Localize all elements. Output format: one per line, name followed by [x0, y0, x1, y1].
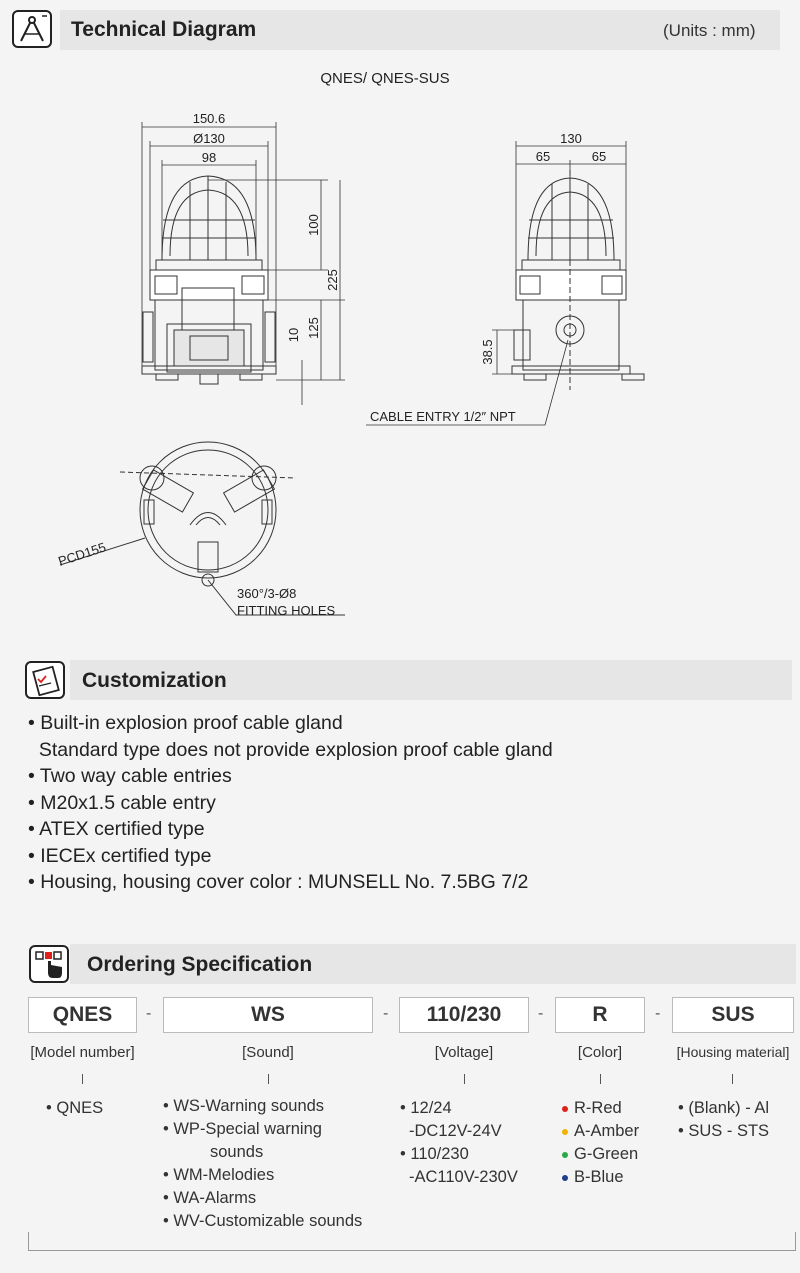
list-item: • M20x1.5 cable entry: [28, 791, 216, 814]
list-item: -AC110V-230V: [409, 1168, 518, 1186]
caption-color: [Color]: [577, 1044, 623, 1061]
holes-label-2: FITTING HOLES: [237, 603, 336, 618]
ordering-bottom-bracket: [28, 1232, 796, 1251]
dim-150-6: 150.6: [192, 111, 226, 126]
color-option-green: [562, 1143, 639, 1166]
list-item: • SUS - STS: [678, 1122, 770, 1140]
customization-title: Customization: [82, 669, 227, 692]
tick: [82, 1074, 83, 1084]
dim-dia-130: Ø130: [193, 131, 225, 146]
options-voltage: [400, 1097, 518, 1189]
tick: [464, 1074, 465, 1084]
list-item: • WM-Melodies: [163, 1166, 275, 1184]
green-dot-icon: [562, 1152, 568, 1158]
color-option-amber: [562, 1120, 639, 1143]
code-box-housing: SUS: [672, 997, 794, 1033]
pointer-hand-icon: [29, 945, 69, 983]
list-item: • WV-Customizable sounds: [163, 1212, 363, 1230]
list-item: • Housing, housing cover color : MUNSELL No. 7.5BG 7/2: [28, 871, 529, 893]
color-option-red: [562, 1097, 639, 1120]
dim-130: 130: [560, 131, 582, 146]
dim-98: 98: [201, 150, 217, 165]
list-item: • IECEx certified type: [28, 844, 212, 867]
options-model: [46, 1097, 103, 1120]
tick: [600, 1074, 601, 1084]
color-label: B-Blue: [574, 1168, 624, 1186]
technical-drawing: [0, 60, 800, 650]
technical-title: Technical Diagram: [71, 18, 257, 41]
color-label: R-Red: [574, 1099, 622, 1117]
bottom-view: [60, 442, 345, 615]
color-label: A-Amber: [574, 1122, 640, 1140]
list-item: Standard type does not provide explosion proof cable gland: [28, 738, 553, 761]
dim-225: 225: [325, 269, 340, 291]
red-dot-icon: [562, 1106, 568, 1112]
dim-100: 100: [306, 214, 321, 236]
caption-model: [Model number]: [30, 1044, 135, 1061]
list-item: sounds: [210, 1143, 264, 1161]
list-item: • WP-Special warning: [163, 1120, 322, 1138]
customization-list: [28, 710, 553, 896]
list-item: • QNES: [46, 1099, 104, 1117]
separator: -: [146, 1005, 152, 1022]
code-box-color: R: [555, 997, 645, 1033]
list-item: • 110/230: [400, 1145, 469, 1163]
options-housing: [678, 1097, 769, 1143]
list-item: • Built-in explosion proof cable gland: [28, 712, 343, 734]
model-caption: QNES/ QNES-SUS: [320, 70, 450, 87]
dim-10: 10: [286, 327, 301, 343]
separator: -: [655, 1005, 661, 1022]
cable-entry-label: CABLE ENTRY 1/2″ NPT: [370, 409, 516, 424]
units-label: (Units : mm): [663, 21, 756, 40]
dim-125: 125: [306, 317, 321, 339]
color-label: G-Green: [574, 1145, 639, 1163]
pcd-label: PCD155: [56, 539, 108, 569]
dim-38-5: 38.5: [480, 339, 495, 365]
list-item: • ATEX certified type: [28, 818, 205, 840]
code-box-voltage: 110/230: [399, 997, 529, 1033]
options-sound: [163, 1095, 362, 1233]
list-item: • WA-Alarms: [163, 1189, 257, 1207]
caption-housing: [Housing material]: [676, 1044, 790, 1060]
list-item: • WS-Warning sounds: [163, 1097, 325, 1115]
blue-dot-icon: [562, 1175, 568, 1181]
separator: -: [538, 1005, 544, 1022]
options-color: [562, 1097, 639, 1189]
code-box-sound: WS: [163, 997, 373, 1033]
compass-icon: [12, 10, 52, 48]
code-box-model: QNES: [28, 997, 137, 1033]
separator: -: [383, 1005, 389, 1022]
tick: [732, 1074, 733, 1084]
dim-65-right: 65: [591, 149, 607, 164]
color-option-blue: [562, 1166, 639, 1189]
list-item: • 12/24: [400, 1099, 452, 1117]
amber-dot-icon: [562, 1129, 568, 1135]
list-item: • (Blank) - Al: [678, 1099, 770, 1117]
side-view: [512, 170, 644, 390]
caption-voltage: [Voltage]: [434, 1044, 494, 1061]
dim-65-left: 65: [535, 149, 551, 164]
list-item: -DC12V-24V: [409, 1122, 502, 1140]
list-item: • Two way cable entries: [28, 765, 232, 787]
holes-label-1: 360°/3-Ø8: [237, 586, 297, 601]
tick: [268, 1074, 269, 1084]
ordering-title: Ordering Specification: [87, 953, 313, 976]
checklist-icon: [25, 661, 65, 699]
caption-sound: [Sound]: [242, 1044, 294, 1061]
